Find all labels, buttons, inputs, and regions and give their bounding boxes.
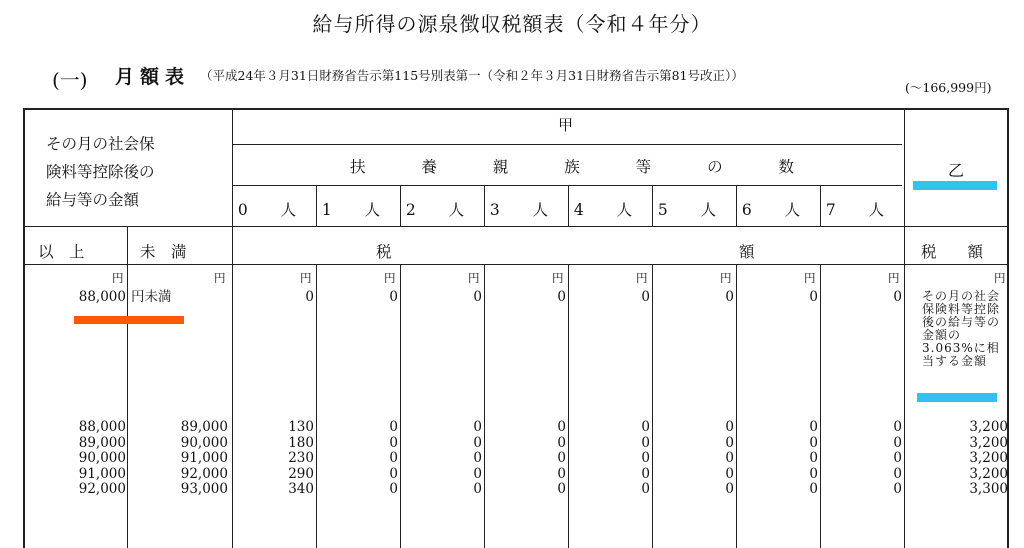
otsu-note: その月の社会保険料等控除後の給与等の金額の3.063%に相当する金額 bbox=[922, 289, 1001, 368]
table-range: (～166,999円) bbox=[905, 80, 992, 95]
row-otsu-tax: 3,300 bbox=[969, 481, 1008, 497]
row-tax: 0 bbox=[557, 481, 566, 497]
row-tax: 0 bbox=[473, 465, 482, 482]
row-tax: 180 bbox=[288, 434, 314, 451]
row-tax: 0 bbox=[641, 419, 650, 435]
miman-header: 未 満 bbox=[140, 243, 187, 261]
first-row-tax: 0 bbox=[641, 289, 650, 305]
row-tax: 0 bbox=[725, 481, 734, 497]
row-tax: 0 bbox=[725, 465, 734, 482]
row-from: 89,000 bbox=[78, 434, 126, 451]
grid-line bbox=[400, 264, 401, 548]
unit-label: 円 bbox=[214, 271, 226, 285]
first-row-tax: 0 bbox=[809, 289, 818, 305]
row-tax: 0 bbox=[725, 419, 734, 435]
unit-label: 円 bbox=[300, 271, 312, 285]
otsu-header: 乙 bbox=[948, 161, 965, 180]
grid-line bbox=[232, 144, 902, 145]
row-tax: 0 bbox=[641, 434, 650, 451]
row-tax: 0 bbox=[809, 450, 818, 466]
page-title: 給与所得の源泉徴収税額表（令和４年分） bbox=[312, 12, 712, 36]
dependents-label-char: 親 bbox=[492, 158, 509, 176]
row-tax: 290 bbox=[288, 465, 314, 482]
row-to: 93,000 bbox=[180, 481, 228, 497]
grid-line bbox=[820, 264, 821, 548]
dependents-count-0: 0 人 bbox=[237, 201, 311, 219]
row-tax: 0 bbox=[641, 465, 650, 482]
grid-line bbox=[127, 226, 128, 548]
dependents-label-char: 養 bbox=[421, 158, 437, 176]
row-tax: 340 bbox=[288, 481, 314, 497]
unit-label: 円 bbox=[552, 271, 564, 285]
row-tax: 0 bbox=[893, 481, 902, 497]
unit-label: 円 bbox=[720, 271, 732, 285]
row-tax: 0 bbox=[809, 434, 818, 451]
first-row-tax: 0 bbox=[305, 289, 314, 305]
grid-line bbox=[736, 264, 737, 548]
row-tax: 0 bbox=[557, 450, 566, 466]
row-tax: 0 bbox=[809, 419, 818, 435]
first-row-tax: 0 bbox=[389, 289, 398, 305]
row-tax: 0 bbox=[389, 465, 398, 482]
row-tax: 0 bbox=[809, 481, 818, 497]
row-to: 89,000 bbox=[180, 419, 228, 435]
unit-label: 円 bbox=[636, 271, 648, 285]
row-from: 88,000 bbox=[78, 419, 126, 435]
first-row-tax: 0 bbox=[473, 289, 482, 305]
dependents-label-char: 族 bbox=[564, 158, 580, 176]
section-number: (一) bbox=[52, 68, 88, 92]
dependents-label-char: 等 bbox=[635, 158, 652, 176]
dependents-count-6: 6 人 bbox=[741, 201, 815, 219]
dependents-label-char: 扶 bbox=[349, 158, 366, 176]
row-otsu-tax: 3,200 bbox=[969, 419, 1008, 435]
row-to: 92,000 bbox=[180, 465, 228, 482]
first-row-tax: 0 bbox=[893, 289, 902, 305]
grid-line bbox=[484, 264, 485, 548]
row-from: 92,000 bbox=[78, 481, 126, 497]
row-otsu-tax: 3,200 bbox=[969, 434, 1008, 451]
dependents-count-5: 5 人 bbox=[657, 201, 731, 219]
grid-line bbox=[232, 185, 902, 186]
dependents-count-1: 1 人 bbox=[321, 201, 395, 219]
dependents-count-4: 4 人 bbox=[573, 201, 647, 219]
row-tax: 0 bbox=[473, 481, 482, 497]
row-from: 90,000 bbox=[78, 450, 126, 466]
row-tax: 0 bbox=[557, 434, 566, 451]
row-tax: 0 bbox=[473, 450, 482, 466]
highlight-mark-orange bbox=[74, 316, 184, 324]
section-name: 月額表 bbox=[115, 66, 191, 88]
section-description: （平成24年３月31日財務省告示第115号別表第一（令和２年３月31日財務省告示第81号改正）） bbox=[200, 68, 744, 83]
ijo-header: 以 上 bbox=[38, 243, 85, 261]
zei-header: 税 bbox=[376, 243, 392, 261]
highlight-mark-blue bbox=[913, 181, 997, 190]
grid-line bbox=[568, 264, 569, 548]
grid-line bbox=[316, 264, 317, 548]
row-tax: 130 bbox=[288, 419, 314, 435]
income-header: その月の社会保 険料等控除後の 給与等の金額 bbox=[46, 135, 155, 209]
row-tax: 0 bbox=[893, 419, 902, 435]
unit-label: 円 bbox=[804, 271, 816, 285]
row-tax: 0 bbox=[641, 481, 650, 497]
dependents-count-2: 2 人 bbox=[405, 201, 479, 219]
row-tax: 0 bbox=[893, 434, 902, 451]
dependents-label bbox=[232, 155, 902, 177]
otsu-tax-header: 税 額 bbox=[921, 243, 984, 261]
highlight-mark-blue bbox=[917, 393, 997, 402]
unit-label: 円 bbox=[384, 271, 396, 285]
row-tax: 230 bbox=[288, 450, 314, 466]
dependents-count-3: 3 人 bbox=[489, 201, 563, 219]
row-otsu-tax: 3,200 bbox=[969, 450, 1008, 466]
row-tax: 0 bbox=[389, 419, 398, 435]
row-tax: 0 bbox=[725, 450, 734, 466]
row-from: 91,000 bbox=[78, 465, 126, 482]
first-row-tax: 0 bbox=[725, 289, 734, 305]
grid-line bbox=[652, 264, 653, 548]
grid-line bbox=[23, 264, 1009, 265]
row-to: 91,000 bbox=[180, 450, 228, 466]
unit-label: 円 bbox=[888, 271, 900, 285]
row-tax: 0 bbox=[557, 465, 566, 482]
row-tax: 0 bbox=[893, 450, 902, 466]
row-tax: 0 bbox=[389, 481, 398, 497]
first-row-tax: 0 bbox=[557, 289, 566, 305]
grid-line bbox=[904, 108, 905, 548]
dependents-label-char: の bbox=[707, 158, 723, 176]
row-to: 90,000 bbox=[180, 434, 228, 451]
row-tax: 0 bbox=[893, 465, 902, 482]
row-tax: 0 bbox=[557, 419, 566, 435]
row-tax: 0 bbox=[473, 419, 482, 435]
gaku-header: 額 bbox=[739, 243, 755, 261]
row-tax: 0 bbox=[389, 434, 398, 451]
row-tax: 0 bbox=[389, 450, 398, 466]
dependents-count-7: 7 人 bbox=[825, 201, 899, 219]
dependents-label-char: 数 bbox=[778, 158, 794, 176]
unit-label: 円 bbox=[468, 271, 480, 285]
unit-label: 円 bbox=[112, 271, 124, 285]
row-tax: 0 bbox=[641, 450, 650, 466]
kou-header: 甲 bbox=[558, 116, 574, 134]
row-tax: 0 bbox=[473, 434, 482, 451]
unit-label: 円 bbox=[994, 271, 1006, 285]
row-tax: 0 bbox=[725, 434, 734, 451]
row-tax: 0 bbox=[809, 465, 818, 482]
grid-line bbox=[23, 226, 1009, 227]
first-row-to: 円未満 bbox=[131, 289, 172, 305]
first-row-from: 88,000 bbox=[78, 289, 126, 305]
row-otsu-tax: 3,200 bbox=[969, 465, 1008, 482]
